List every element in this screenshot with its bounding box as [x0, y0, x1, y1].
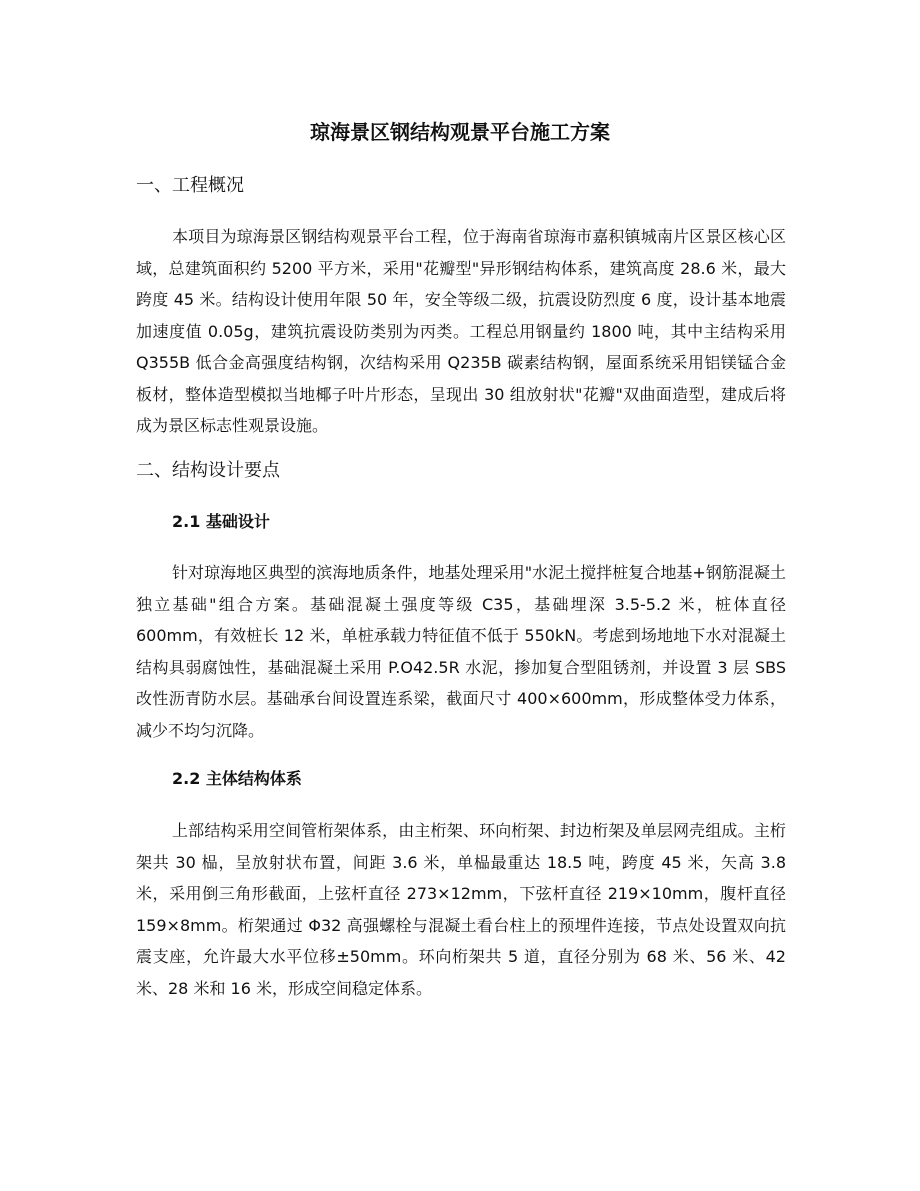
subsection-heading-main-structure: 2.2 主体结构体系: [172, 769, 302, 788]
overview-paragraph: 本项目为琼海景区钢结构观景平台工程，位于海南省琼海市嘉积镇城南片区景区核心区域，总建筑面积约 5200 平方米，采用"花瓣型"异形钢结构体系，建筑高度 28.6 米，最大跨度 45 米。结构设计使用年限 50 年，安全等级二级，抗震设防烈度 6 度，设计基本地震加速度值 0.05g，建筑抗震设防类别为丙类。工程总用钢量约 1800 吨，其中主结构采用 Q355B 低合金高强度结构钢，次结构采用 Q235B 碳素结构钢，屋面系统采用铝镁锰合金板材，整体造型模拟当地椰子叶片形态，呈现出 30 组放射状"花瓣"双曲面造型，建成后将成为景区标志性观景设施。: [136, 227, 786, 435]
main-structure-paragraph: 上部结构采用空间管桁架体系，由主桁架、环向桁架、封边桁架及单层网壳组成。主桁架共 30 榀，呈放射状布置，间距 3.6 米，单榀最重达 18.5 吨，跨度 45 米，矢高 3.8 米，采用倒三角形截面，上弦杆直径 273×12mm，下弦杆直径 219×10mm，腹杆直径 159×8mm。桁架通过 Φ32 高强螺栓与混凝土看台柱上的预埋件连接，节点处设置双向抗震支座，允许最大水平位移±50mm。环向桁架共 5 道，直径分别为 68 米、56 米、42 米、28 米和 16 米，形成空间稳定体系。: [136, 821, 786, 998]
section-heading-overview: 一、工程概况: [136, 175, 244, 196]
subsection-heading-foundation: 2.1 基础设计: [172, 512, 270, 531]
document-title: 琼海景区钢结构观景平台施工方案: [310, 120, 610, 144]
section-heading-structural-design: 二、结构设计要点: [136, 460, 280, 481]
foundation-paragraph: 针对琼海地区典型的滨海地质条件，地基处理采用"水泥土搅拌桩复合地基+钢筋混凝土独立基础"组合方案。基础混凝土强度等级 C35，基础埋深 3.5-5.2 米，桩体直径 600mm，有效桩长 12 米，单桩承载力特征值不低于 550kN。考虑到场地地下水对混凝土结构具弱腐蚀性，基础混凝土采用 P.O42.5R 水泥，掺加复合型阻锈剂，并设置 3 层 SBS 改性沥青防水层。基础承台间设置连系梁，截面尺寸 400×600mm，形成整体受力体系，减少不均匀沉降。: [136, 563, 786, 740]
